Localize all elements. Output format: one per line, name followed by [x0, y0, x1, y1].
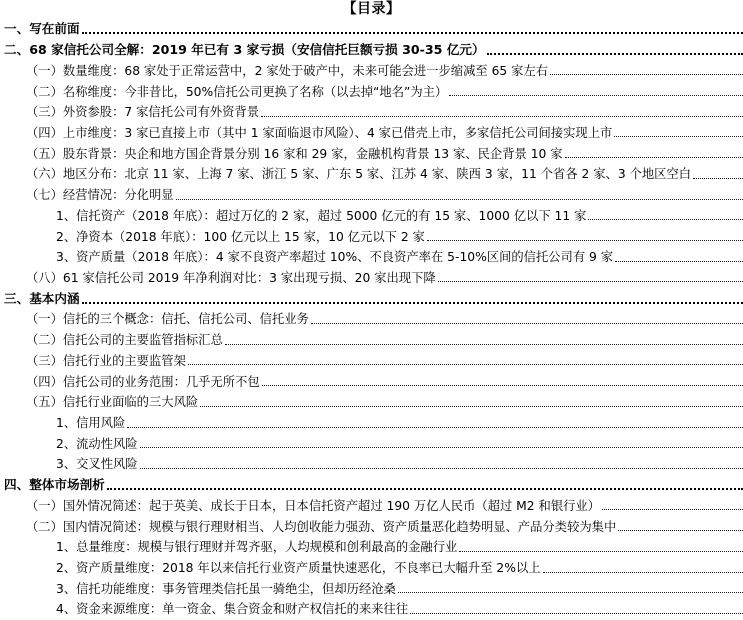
toc-entry[interactable] [0, 413, 743, 434]
toc-entry[interactable] [0, 392, 743, 413]
toc-entry-text: （六）地区分布：北京 11 家、上海 7 家、浙江 5 家、广东 5 家、江苏 4 家、陕西 3 家，11 个省各 2 家、3 个地区空白 [26, 167, 692, 182]
dot-leader [449, 95, 743, 96]
toc-entry[interactable] [0, 205, 743, 226]
dot-leader [311, 323, 743, 324]
toc-entry[interactable] [0, 288, 743, 309]
toc-entry[interactable] [0, 185, 743, 206]
dot-leader [82, 302, 743, 304]
toc-entry[interactable] [0, 268, 743, 289]
dot-leader [188, 364, 743, 365]
dot-leader [438, 281, 743, 282]
dot-leader [262, 385, 743, 386]
page-title: 【目录】 [342, 1, 401, 17]
toc-entry-text: （四）上市维度：3 家已直接上市（其中 1 家面临退市风险）、4 家已借壳上市，多家信托公司间接实现上市 [26, 125, 613, 140]
toc-entry[interactable] [0, 143, 743, 164]
toc-entry[interactable] [0, 123, 743, 144]
toc-entry[interactable] [0, 537, 743, 558]
dot-leader [176, 199, 743, 200]
dot-leader [588, 219, 743, 220]
toc-entry[interactable] [0, 40, 743, 61]
toc-entry[interactable] [0, 496, 743, 517]
toc-entry-text: 3、信托功能维度：事务管理类信托虽一骑绝尘，但却历经沧桑 [56, 581, 396, 596]
toc-entry-text: 3、交叉性风险 [56, 457, 138, 472]
toc-entry[interactable] [0, 433, 743, 454]
dot-leader [82, 32, 743, 34]
toc-entry[interactable] [0, 578, 743, 599]
toc-entry-text: （一）国外情况简述：起于英美、成长于日本，日本信托资产超过 190 万亿人民币（超过 M2 和银行业） [26, 498, 601, 513]
toc-entry[interactable] [0, 558, 743, 579]
toc-entry-text: 四、整体市场剖析 [4, 477, 105, 493]
toc-entry-text: （五）股东背景：央企和地方国企背景分别 16 家和 29 家，金融机构背景 13 家、民企背景 10 家 [26, 146, 563, 161]
dot-leader [261, 116, 743, 117]
toc-entry[interactable] [0, 164, 743, 185]
toc-entry-text: （八）61 家信托公司 2019 年净利润对比：3 家出现亏损、20 家出现下降 [26, 270, 436, 285]
dot-leader [602, 509, 743, 510]
toc-entry-text: （一）数量维度：68 家处于正常运营中，2 家处于破产中，未来可能会进一步缩减至 65 家左右 [26, 63, 549, 78]
dot-leader [693, 178, 743, 179]
toc-entry-text: 一、写在前面 [4, 21, 80, 37]
toc-entry-text: 1、信托资产（2018 年底）：超过万亿的 2 家，超过 5000 亿元的有 15 家、1000 亿以下 11 家 [56, 208, 587, 223]
toc-entry[interactable] [0, 60, 743, 81]
dot-leader [410, 613, 743, 614]
toc-entry-text: 1、总量维度：规模与银行理财并驾齐驱，人均规模和创利最高的金融行业 [56, 540, 458, 555]
toc-entry[interactable] [0, 226, 743, 247]
toc-entry[interactable] [0, 599, 743, 620]
toc-entry[interactable] [0, 247, 743, 268]
toc-entry[interactable] [0, 102, 743, 123]
dot-leader [550, 74, 743, 75]
toc-entry-text: 2、净资本（2018 年底）：100 亿元以上 15 家，10 亿元以下 2 家 [56, 229, 425, 244]
dot-leader [140, 447, 743, 448]
dot-leader [107, 488, 743, 490]
dot-leader [487, 53, 743, 55]
toc-entry-text: （二）名称维度：今非昔比，50%信托公司更换了名称（以去掉“地名”为主） [26, 84, 448, 99]
dot-leader [398, 592, 743, 593]
toc-entry-text: 2、资产质量维度：2018 年以来信托行业资产质量快速恶化，不良率已大幅升至 2%以上 [56, 561, 541, 576]
toc-entry[interactable] [0, 19, 743, 40]
toc-entry-text: （七）经营情况：分化明显 [26, 188, 174, 203]
dot-leader [127, 427, 743, 428]
toc-entry[interactable] [0, 351, 743, 372]
dot-leader [200, 406, 743, 407]
toc-entry[interactable] [0, 81, 743, 102]
dot-leader [614, 136, 743, 137]
toc-entry-text: （三）外资参股：7 家信托公司有外资背景 [26, 105, 260, 120]
dot-leader [565, 157, 743, 158]
toc-entry[interactable] [0, 309, 743, 330]
toc-entry-text: （一）信托的三个概念：信托、信托公司、信托业务 [26, 312, 309, 327]
dot-leader [140, 468, 743, 469]
toc-entry[interactable] [0, 475, 743, 496]
toc-list [0, 19, 743, 620]
toc-entry[interactable] [0, 330, 743, 351]
toc-entry-text: 1、信用风险 [56, 416, 126, 431]
dot-leader [427, 240, 743, 241]
toc-entry-text: 2、流动性风险 [56, 436, 138, 451]
dot-leader [618, 530, 743, 531]
toc-entry-text: 二、68 家信托公司全解：2019 年已有 3 家亏损（安信信托巨额亏损 30-35 亿元） [4, 42, 485, 58]
toc-entry[interactable] [0, 516, 743, 537]
toc-entry-text: 三、基本内涵 [4, 290, 80, 306]
dot-leader [225, 344, 743, 345]
toc-entry-text: （二）国内情况简述：规模与银行理财相当、人均创收能力强劲、资产质量恶化趋势明显、产品分类较为集中 [26, 519, 617, 534]
toc-entry-text: （四）信托公司的业务范围：几乎无所不包 [26, 374, 260, 389]
toc-entry-text: （二）信托公司的主要监管指标汇总 [26, 333, 223, 348]
toc-entry-text: 4、资金来源维度：单一资金、集合资金和财产权信托的来来往往 [56, 602, 409, 617]
dot-leader [459, 551, 743, 552]
toc-entry-text: （五）信托行业面临的三大风险 [26, 395, 199, 410]
toc-entry-text: 3、资产质量（2018 年底）：4 家不良资产率超过 10%、不良资产率在 5-10%区间的信托公司有 9 家 [56, 250, 614, 265]
toc-entry-text: （三）信托行业的主要监管架 [26, 353, 186, 368]
dot-leader [543, 572, 743, 573]
toc-entry[interactable] [0, 454, 743, 475]
dot-leader [615, 261, 743, 262]
toc-entry[interactable] [0, 371, 743, 392]
